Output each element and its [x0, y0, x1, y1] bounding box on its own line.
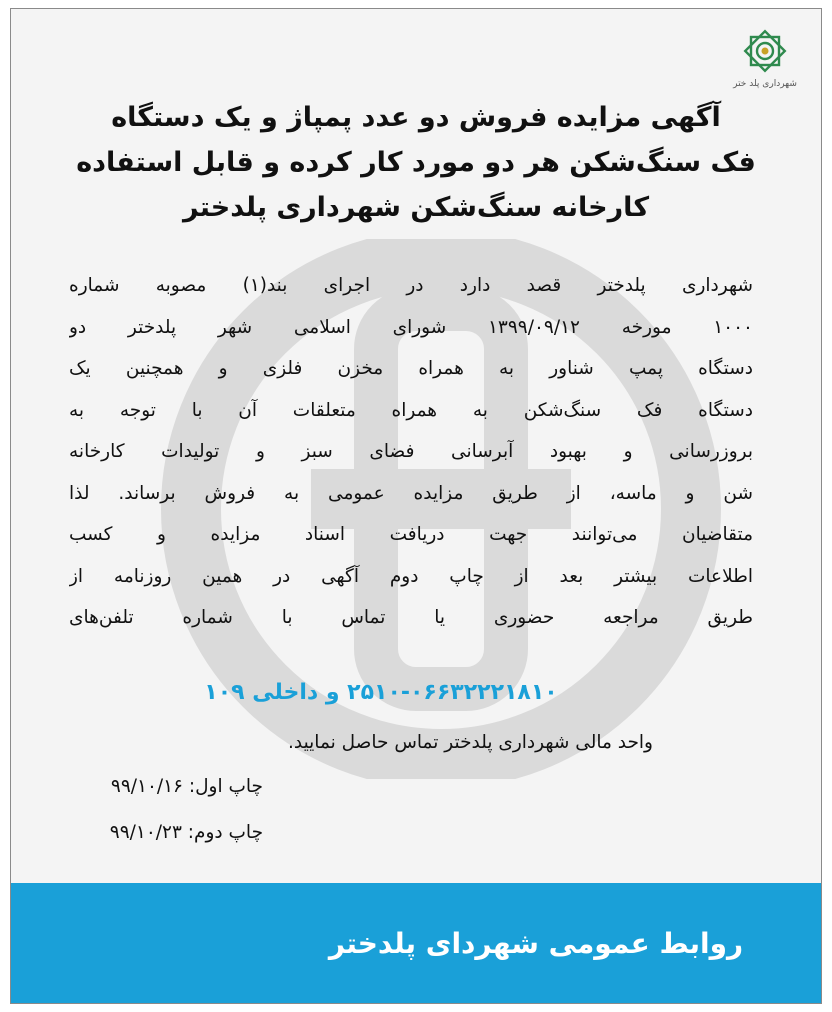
body-line: دستگاه پمپ شناور به همراه مخزن فلزی و همچنین یک [69, 358, 753, 379]
body-line: شهرداری پلدختر قصد دارد در اجرای بند(۱) مصوبه شماره [69, 275, 753, 296]
body-line: ۱۰۰۰ مورخه ۱۳۹۹/۰۹/۱۲ شورای اسلامی شهر پلدختر دو [69, 316, 753, 338]
notice-body [69, 265, 753, 639]
body-line: بروزرسانی و بهبود آبرسانی فضای سبز و تولیدات کارخانه [69, 441, 753, 462]
title-line: کارخانه سنگ‌شکن شهرداری پلدختر [182, 192, 650, 223]
body-line: طریق مراجعه حضوری یا تماس با شماره تلفن‌های [69, 607, 753, 628]
body-line: متقاضیان می‌توانند جهت دریافت اسناد مزایده و کسب [69, 524, 753, 545]
title-line: فک سنگ‌شکن هر دو مورد کار کرده و قابل استفاده [76, 147, 756, 178]
footer-label: روابط عمومی شهردای پلدختر [328, 926, 744, 960]
body-line: اطلاعات بیشتر بعد از چاپ دوم آگهی در همین روزنامه از [69, 565, 753, 587]
footer-banner [11, 883, 821, 1003]
notice-frame [10, 8, 822, 1004]
title-line: آگهی مزایده فروش دو عدد پمپاژ و یک دستگاه [111, 102, 721, 133]
notice-title [51, 95, 781, 230]
first-print-date: چاپ اول: ۹۹/۱۰/۱۶ [110, 776, 263, 797]
logo-caption: شهرداری پلد ختر [733, 79, 797, 89]
body-line: شن و ماسه، از طریق مزایده عمومی به فروش برساند. لذا [69, 482, 753, 504]
closing-line: واحد مالی شهرداری پلدختر تماس حاصل نمایید. [287, 732, 653, 753]
phone-numbers: ۲۵۱۰-۰۶۶۳۲۲۲۱۸۱۰ و داخلی ۱۰۹ [204, 680, 558, 705]
body-line: دستگاه فک سنگ‌شکن به همراه متعلقات آن با توجه به [69, 399, 753, 421]
emblem-icon [739, 25, 791, 77]
second-print-date: چاپ دوم: ۹۹/۱۰/۲۳ [109, 822, 263, 843]
